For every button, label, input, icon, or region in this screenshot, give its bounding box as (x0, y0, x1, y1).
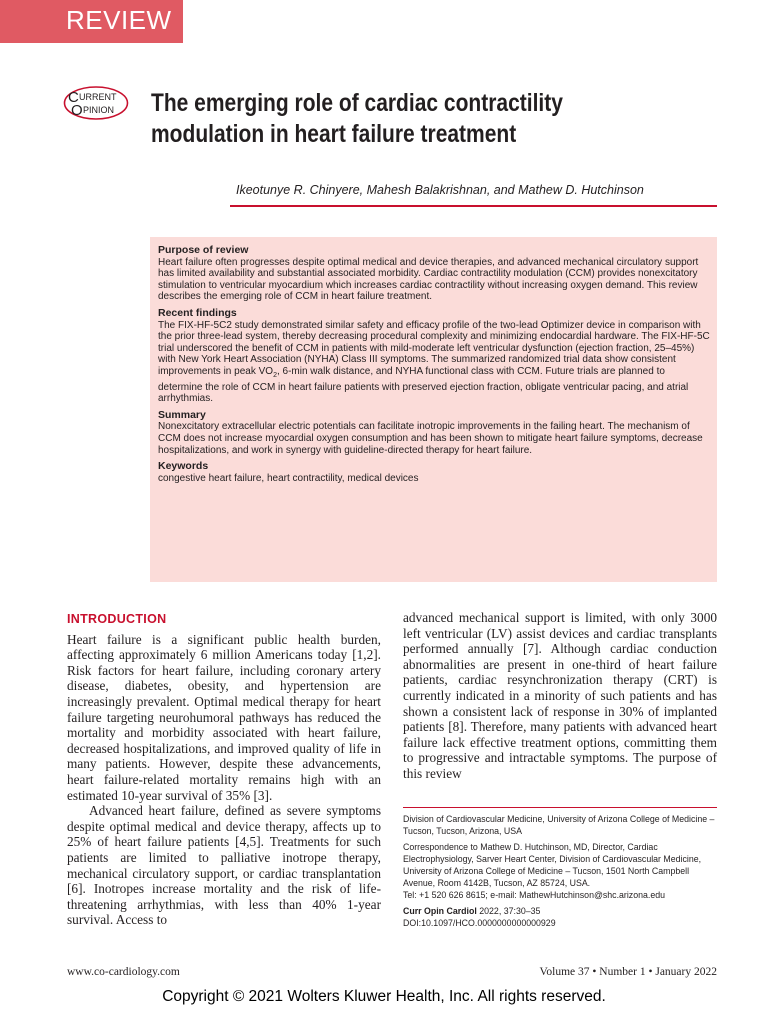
keywords-heading: Keywords (158, 460, 209, 473)
body-paragraph-2: Advanced heart failure, defined as severe symptoms despite optimal medical and device therapy, affects up to 25% of heart failure patients [4,5]. Treatments for such patients are limited to palliative inotrope therapy, mechanical circulatory support, or cardiac transplantation [6]. Inotropes increase mortality and the risk of life-threatening arrhythmias, with less than 40% 1-year survival. Access to (67, 803, 381, 928)
svg-text:O: O (71, 102, 83, 119)
section-label: REVIEW (66, 5, 172, 35)
svg-text:C: C (68, 89, 79, 106)
affiliation-contact: Tel: +1 520 626 8615; e-mail: MathewHutchinson@shc.arizona.edu (403, 890, 665, 900)
issue-info: Volume 37 • Number 1 • January 2022 (539, 966, 717, 978)
copyright-notice: Copyright © 2021 Wolters Kluwer Health, Inc. All rights reserved. (162, 988, 606, 1005)
body-column-right (403, 610, 717, 782)
affiliation-division: Division of Cardiovascular Medicine, University of Arizona College of Medicine – Tucson, Tucson, Arizona, USA (403, 814, 715, 836)
summary-heading: Summary (158, 408, 206, 421)
abstract-box (150, 237, 717, 582)
keywords-text: congestive heart failure, heart contractility, medical devices (158, 472, 419, 484)
article-title (151, 88, 638, 150)
introduction-heading: INTRODUCTION (67, 612, 167, 626)
article-title-line-2: modulation in heart failure treatment (151, 120, 517, 148)
body-column-left (67, 612, 381, 928)
current-opinion-logo (63, 85, 129, 121)
summary-text: Nonexcitatory extracellular electric potentials can facilitate inotropic improvements in the failing heart. The mechanism of CCM does not increase myocardial oxygen consumption and has been shown to mitigate heart failure symptoms, decrease hospitalizations, and work in synergy with guideline-directed therapy for heart failure. (158, 421, 703, 456)
doi: DOI:10.1097/HCO.0000000000000929 (403, 918, 556, 928)
affiliation-correspondence: Correspondence to Mathew D. Hutchinson, MD, Director, Cardiac Electrophysiology, Sarver Heart Center, Division of Cardiovascular Medicine, University of Arizona College of Medicine – Tucson, 1501 North Campbell Avenue, Room 4142B, Tucson, AZ 85724, USA. (403, 842, 702, 888)
purpose-heading: Purpose of review (158, 244, 249, 256)
affiliation-block (403, 813, 721, 933)
journal-citation: Curr Opin Cardiol 2022, 37:30–35 (403, 906, 541, 916)
author-list: Ikeotunye R. Chinyere, Mahesh Balakrishnan, and Mathew D. Hutchinson (236, 183, 644, 197)
affiliation-divider (403, 807, 717, 808)
body-paragraph-1: Heart failure is a significant public health burden, affecting approximately 6 million Americans today [1,2]. Risk factors for heart failure, including coronary artery disease, diabetes, obesity, and hypertension are increasingly prevalent. Optimal medical therapy for heart failure targeting neurohumoral pathways has reduced the mortality and morbidity associated with heart failure, decreased hospitalizations, and improved quality of life in many patients. However, despite these advancements, heart failure-related mortality remains high with an estimated 10-year survival of 35% [3]. (67, 631, 381, 803)
svg-text:URRENT: URRENT (79, 92, 117, 102)
journal-website: www.co-cardiology.com (67, 966, 180, 978)
findings-heading: Recent findings (158, 306, 237, 319)
title-divider (230, 205, 717, 207)
article-title-line-1: The emerging role of cardiac contractility (151, 89, 563, 117)
purpose-text: Heart failure often progresses despite optimal medical and device therapies, and advanced mechanical circulatory support has limited availability and substantial associated morbidity. Cardiac contractility modulation (CCM) provides nonexcitatory stimulation to ventricular myocardium which increases cardiac contractility without increasing oxygen demand. This review describes the emerging role of CCM in heart failure treatment. (158, 256, 699, 303)
findings-text: The FIX-HF-5C2 study demonstrated similar safety and efficacy profile of the two-lead Optimizer device in comparison with the prior three-lead system, thereby decreasing procedural complexity and minimizing endocardial hardware. The FIX-HF-5C trial underscored the benefit of CCM in patients with mild-moderate left ventricular dysfunction (ejection fraction, 25–45%) with New York Heart Association (NYHA) Class III symptoms. The summarized randomized trial data show consistent improvements in peak $VO_2$, 6-min walk distance, and NYHA functional class with CCM. Future trials are planned to determine the role of CCM in heart failure patients with preserved ejection fraction, obligate ventricular pacing, and atrial arrhythmias. (158, 319, 710, 405)
body-paragraph-3: advanced mechanical support is limited, with only 3000 left ventricular (LV) assist devices and cardiac transplants performed annually [7]. Although cardiac conduction abnormalities are present in one-third of heart failure patients, cardiac resynchronization therapy (CRT) is currently indicated in a minority of such patients and has shown a consistent lack of response in 30% of implanted patients [8]. Therefore, many patients with advanced heart failure lack effective treatment options, committing them to progressive and intractable symptoms. The purpose of this review (403, 610, 717, 781)
svg-text:PINION: PINION (83, 105, 115, 115)
section-tab (0, 0, 183, 43)
